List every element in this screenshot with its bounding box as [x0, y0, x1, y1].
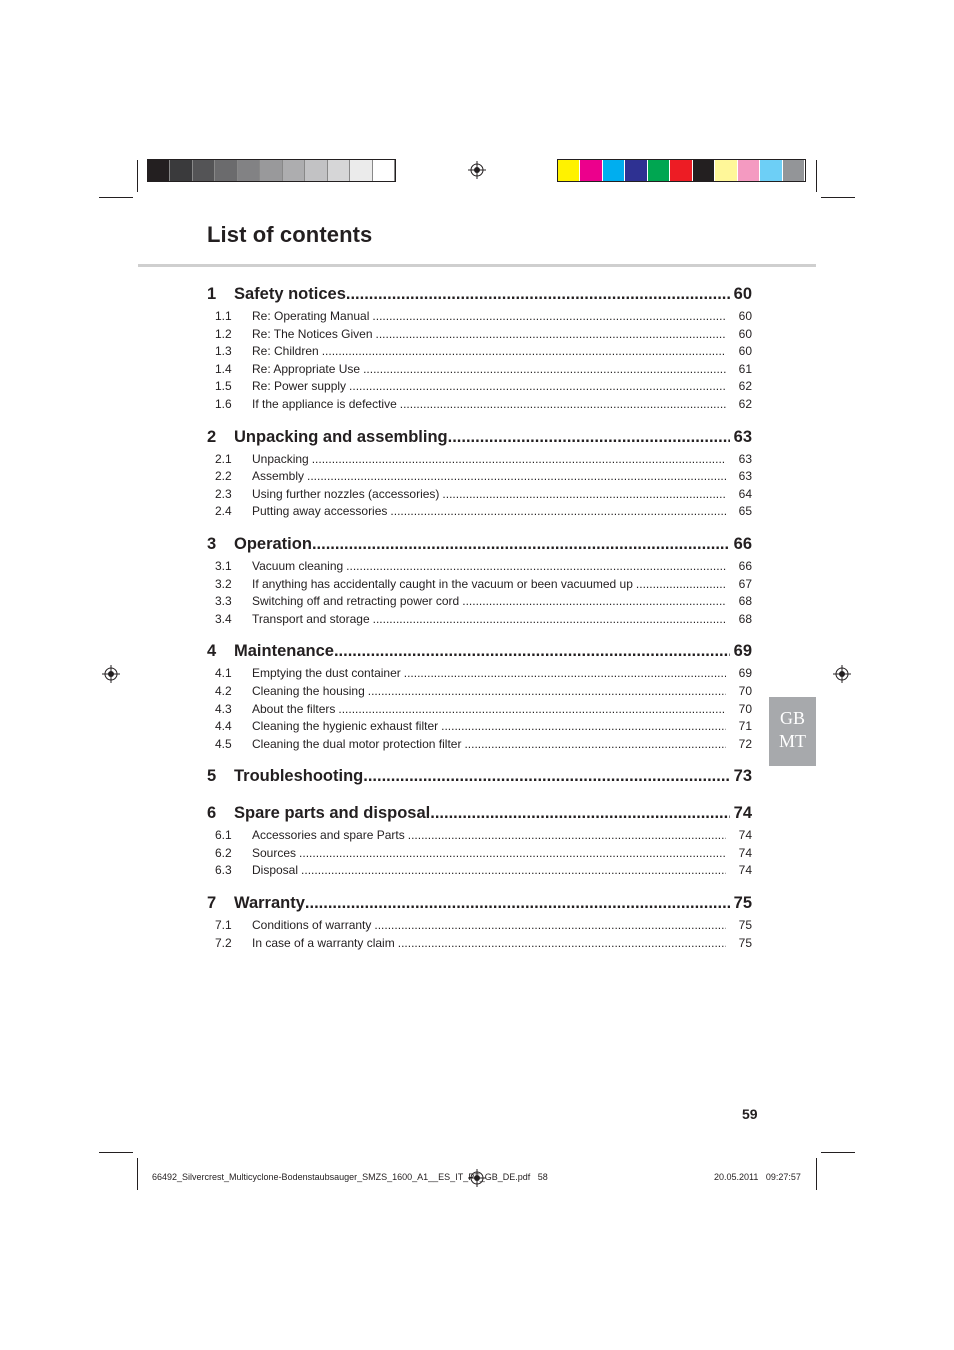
color-swatch — [760, 160, 782, 181]
toc-section — [207, 426, 752, 521]
entry-number: 4.3 — [215, 701, 232, 716]
entry-title: Disposal — [252, 863, 299, 878]
entry-number: 3.4 — [215, 611, 232, 626]
dot-leader — [430, 802, 729, 824]
registration-mark-icon — [468, 161, 486, 179]
toc-subsection-list — [207, 917, 752, 952]
entry-number: 4.5 — [215, 736, 232, 751]
entry-page: 75 — [738, 918, 752, 933]
toc-entry[interactable] — [207, 593, 752, 611]
entry-page: 62 — [738, 396, 752, 411]
dot-leader — [312, 533, 730, 555]
entry-title: Putting away accessories — [252, 504, 388, 519]
entry-page: 67 — [738, 576, 752, 591]
entry-page: 64 — [738, 486, 752, 501]
dot-leader — [372, 308, 726, 326]
entry-title: Switching off and retracting power cord — [252, 594, 460, 609]
section-title: Troubleshooting — [234, 767, 364, 786]
dot-leader — [299, 845, 726, 863]
entry-title: Emptying the dust container — [252, 666, 401, 681]
entry-number: 4.1 — [215, 666, 232, 681]
toc-entry[interactable] — [207, 935, 752, 953]
entry-number: 2.2 — [215, 469, 232, 484]
dot-leader — [408, 827, 726, 845]
toc-entry[interactable] — [207, 503, 752, 521]
entry-page: 74 — [738, 828, 752, 843]
dot-leader — [368, 683, 726, 701]
entry-page: 72 — [738, 736, 752, 751]
entry-title: If anything has accidentally caught in the vacuum or been vacuumed up — [252, 576, 633, 591]
section-page: 74 — [733, 804, 752, 823]
entry-number: 1.4 — [215, 361, 232, 376]
crop-mark — [821, 1152, 855, 1153]
toc-section-heading[interactable] — [207, 892, 752, 914]
color-swatch — [558, 160, 580, 181]
gray-swatch — [215, 160, 237, 181]
entry-number: 2.4 — [215, 504, 232, 519]
entry-title: Cleaning the hygienic exhaust filter — [252, 719, 439, 734]
toc-entry[interactable] — [207, 611, 752, 629]
toc-entry[interactable] — [207, 486, 752, 504]
toc-section-heading[interactable] — [207, 426, 752, 448]
entry-page: 62 — [738, 379, 752, 394]
toc-subsection-list — [207, 308, 752, 414]
toc-subsection-list — [207, 558, 752, 628]
entry-number: 1.2 — [215, 326, 232, 341]
toc-entry[interactable] — [207, 576, 752, 594]
entry-title: Sources — [252, 845, 297, 860]
toc-entry[interactable] — [207, 845, 752, 863]
dot-leader — [448, 426, 730, 448]
toc-section — [207, 640, 752, 753]
toc-section — [207, 802, 752, 880]
entry-page: 70 — [738, 701, 752, 716]
entry-page: 65 — [738, 504, 752, 519]
toc-subsection-list — [207, 451, 752, 521]
dot-leader — [374, 917, 726, 935]
entry-number: 3.2 — [215, 576, 232, 591]
gray-swatch — [193, 160, 215, 181]
entry-title: Re: The Notices Given — [252, 326, 373, 341]
grayscale-calibration-bar — [147, 159, 396, 182]
section-page: 63 — [733, 427, 752, 446]
entry-number: 6.1 — [215, 828, 232, 843]
dot-leader — [363, 361, 726, 379]
dot-leader — [636, 576, 726, 594]
color-swatch — [693, 160, 715, 181]
entry-title: Re: Power supply — [252, 379, 347, 394]
toc-entry[interactable] — [207, 378, 752, 396]
toc-entry[interactable] — [207, 326, 752, 344]
dot-leader — [334, 640, 730, 662]
toc-entry[interactable] — [207, 917, 752, 935]
gray-swatch — [148, 160, 170, 181]
toc-entry[interactable] — [207, 343, 752, 361]
dot-leader — [398, 935, 726, 953]
color-swatch — [603, 160, 625, 181]
dot-leader — [312, 451, 726, 469]
crop-mark — [816, 1158, 817, 1190]
color-calibration-bar — [557, 159, 806, 182]
entry-number: 6.2 — [215, 845, 232, 860]
entry-page: 60 — [738, 309, 752, 323]
dot-leader — [322, 343, 726, 361]
gray-swatch — [305, 160, 327, 181]
entry-title: If the appliance is defective — [252, 396, 397, 411]
toc-entry[interactable] — [207, 683, 752, 701]
entry-title: Re: Appropriate Use — [252, 361, 361, 376]
dot-leader — [301, 862, 726, 880]
entry-page: 68 — [738, 594, 752, 609]
color-swatch — [580, 160, 602, 181]
section-title: Operation — [234, 534, 312, 553]
crop-mark — [816, 160, 817, 192]
section-page: 73 — [733, 767, 752, 786]
section-title: Unpacking and assembling — [234, 427, 448, 446]
entry-number: 4.2 — [215, 683, 232, 698]
entry-page: 75 — [738, 935, 752, 950]
entry-number: 2.3 — [215, 486, 232, 501]
gray-swatch — [170, 160, 192, 181]
section-page: 66 — [733, 534, 752, 553]
gray-swatch — [373, 160, 395, 181]
entry-page: 66 — [738, 558, 752, 573]
page-title: List of contents — [207, 222, 373, 247]
color-swatch — [625, 160, 647, 181]
gray-swatch — [260, 160, 282, 181]
section-number: 2 — [207, 427, 217, 446]
toc-section — [207, 892, 752, 952]
gray-swatch — [238, 160, 260, 181]
section-number: 3 — [207, 534, 217, 553]
entry-page: 63 — [738, 451, 752, 466]
entry-title: Re: Operating Manual — [252, 309, 370, 323]
section-title: Spare parts and disposal — [234, 804, 431, 823]
dot-leader — [346, 558, 726, 576]
toc-entry[interactable] — [207, 451, 752, 469]
section-number: 4 — [207, 642, 217, 661]
language-tab — [769, 697, 816, 766]
dot-leader — [442, 486, 726, 504]
entry-page: 61 — [738, 361, 752, 376]
crop-mark — [99, 197, 133, 198]
title-divider — [138, 264, 816, 267]
entry-number: 7.2 — [215, 935, 232, 950]
entry-number: 1.3 — [215, 344, 232, 359]
entry-number: 7.1 — [215, 918, 232, 933]
toc-entry[interactable] — [207, 718, 752, 736]
toc-entry[interactable] — [207, 701, 752, 719]
entry-title: Assembly — [252, 469, 305, 484]
section-title: Warranty — [234, 894, 305, 913]
entry-page: 70 — [738, 683, 752, 698]
dot-leader — [349, 378, 726, 396]
entry-title: Using further nozzles (accessories) — [252, 486, 440, 501]
entry-title: Cleaning the dual motor protection filter — [252, 736, 462, 751]
toc-entry[interactable] — [207, 308, 752, 326]
toc-entry[interactable] — [207, 396, 752, 414]
dot-leader — [363, 765, 729, 787]
entry-page: 69 — [738, 666, 752, 681]
entry-page: 60 — [738, 344, 752, 359]
color-swatch — [715, 160, 737, 181]
color-swatch — [783, 160, 805, 181]
toc-subsection-list — [207, 665, 752, 753]
entry-title: Re: Children — [252, 344, 319, 359]
toc-section — [207, 765, 752, 787]
entry-number: 1.6 — [215, 396, 232, 411]
entry-page: 74 — [738, 845, 752, 860]
entry-number: 1.5 — [215, 379, 232, 394]
crop-mark — [821, 197, 855, 198]
registration-mark-icon — [833, 665, 851, 683]
entry-number: 3.3 — [215, 594, 232, 609]
entry-number: 2.1 — [215, 451, 232, 466]
dot-leader — [307, 468, 726, 486]
color-swatch — [738, 160, 760, 181]
footer-filename: 66492_Silvercrest_Multicyclone-Bodenstaubsauger_SMZS_1600_A1__ES_IT_PT_GB_DE.pdf 58 — [152, 1172, 548, 1182]
entry-page: 74 — [738, 863, 752, 878]
toc-section — [207, 283, 752, 414]
toc-subsection-list — [207, 827, 752, 880]
toc-entry[interactable] — [207, 468, 752, 486]
toc-section-heading[interactable] — [207, 283, 752, 305]
section-page: 60 — [733, 285, 752, 303]
footer-timestamp: 20.05.2011 09:27:57 — [714, 1172, 801, 1182]
dot-leader — [462, 593, 726, 611]
entry-number: 3.1 — [215, 558, 232, 573]
section-number: 6 — [207, 804, 217, 823]
entry-title: In case of a warranty claim — [252, 935, 395, 950]
language-code-mt: MT — [779, 731, 806, 751]
dot-leader — [346, 283, 730, 305]
section-page: 75 — [733, 894, 752, 913]
section-number: 7 — [207, 894, 217, 913]
entry-page: 68 — [738, 611, 752, 626]
entry-number: 6.3 — [215, 863, 232, 878]
section-title: Maintenance — [234, 642, 334, 661]
dot-leader — [464, 736, 726, 754]
toc-entry[interactable] — [207, 827, 752, 845]
crop-mark — [99, 1152, 133, 1153]
dot-leader — [400, 396, 726, 414]
toc-entry[interactable] — [207, 736, 752, 754]
toc-section-heading[interactable] — [207, 802, 752, 824]
toc-entry[interactable] — [207, 862, 752, 880]
gray-swatch — [283, 160, 305, 181]
dot-leader — [338, 701, 726, 719]
entry-page: 71 — [738, 719, 752, 734]
table-of-contents — [207, 283, 752, 964]
entry-title: Accessories and spare Parts — [252, 828, 405, 843]
gray-swatch — [350, 160, 372, 181]
color-swatch — [648, 160, 670, 181]
entry-title: About the filters — [252, 701, 336, 716]
dot-leader — [441, 718, 726, 736]
section-number: 1 — [207, 285, 217, 303]
toc-entry[interactable] — [207, 558, 752, 576]
section-page: 69 — [733, 642, 752, 661]
toc-section-heading[interactable] — [207, 640, 752, 662]
entry-title: Vacuum cleaning — [252, 558, 344, 573]
gray-swatch — [328, 160, 350, 181]
entry-title: Cleaning the housing — [252, 683, 365, 698]
toc-section — [207, 533, 752, 628]
entry-number: 4.4 — [215, 719, 232, 734]
registration-mark-icon — [102, 665, 120, 683]
color-swatch — [670, 160, 692, 181]
section-number: 5 — [207, 767, 217, 786]
crop-mark — [137, 160, 138, 192]
entry-number: 1.1 — [215, 309, 232, 323]
entry-page: 63 — [738, 469, 752, 484]
dot-leader — [404, 665, 726, 683]
page-number: 59 — [742, 1106, 758, 1122]
dot-leader — [305, 892, 730, 914]
dot-leader — [390, 503, 726, 521]
entry-title: Unpacking — [252, 451, 309, 466]
toc-entry[interactable] — [207, 361, 752, 379]
dot-leader — [376, 326, 727, 344]
toc-entry[interactable] — [207, 665, 752, 683]
toc-section-heading[interactable] — [207, 533, 752, 555]
dot-leader — [373, 611, 726, 629]
language-code-gb: GB — [779, 708, 805, 728]
entry-page: 60 — [738, 326, 752, 341]
entry-title: Conditions of warranty — [252, 918, 372, 933]
toc-section-heading[interactable] — [207, 765, 752, 787]
section-title: Safety notices — [234, 285, 346, 303]
crop-mark — [137, 1158, 138, 1190]
entry-title: Transport and storage — [252, 611, 370, 626]
